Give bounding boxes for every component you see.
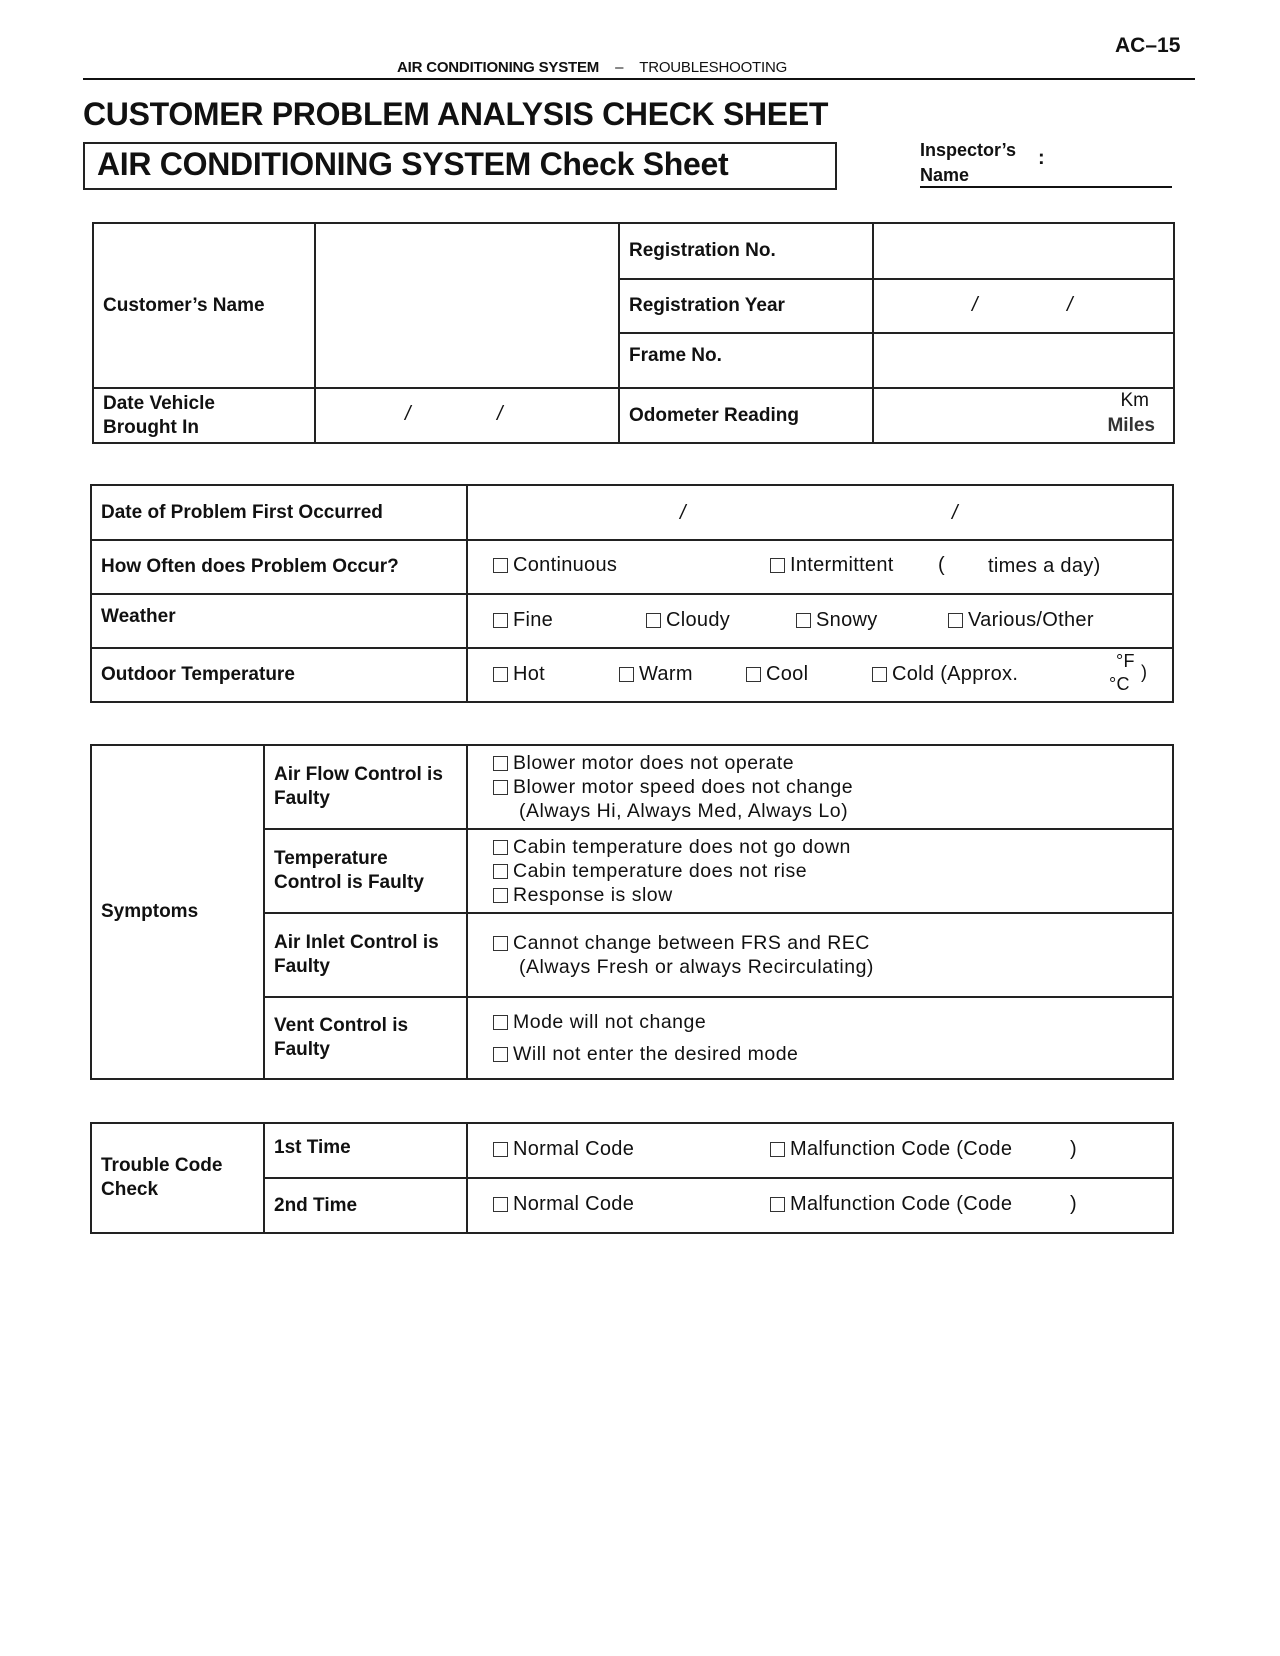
registration-no-field[interactable] (873, 223, 1174, 279)
checkbox-icon[interactable] (493, 1142, 508, 1157)
symptom-item[interactable]: Response is slow (493, 883, 1163, 907)
temperature-option-cool[interactable]: Cool (746, 663, 808, 686)
weather-option-cloudy[interactable]: Cloudy (646, 609, 730, 632)
checkbox-icon[interactable] (493, 864, 508, 879)
inspector-name-field[interactable] (1045, 140, 1174, 186)
section-title: AIR CONDITIONING SYSTEM (397, 59, 600, 76)
checkbox-icon[interactable] (493, 1197, 508, 1212)
temperature-label: Outdoor Temperature (91, 648, 467, 702)
checkbox-icon[interactable] (619, 667, 634, 682)
running-header (397, 59, 787, 76)
page-title: CUSTOMER PROBLEM ANALYSIS CHECK SHEET (83, 96, 829, 132)
inspector-label-line1: Inspector’s (920, 140, 1017, 160)
checkbox-icon[interactable] (493, 888, 508, 903)
frame-no-field[interactable] (873, 333, 1174, 388)
checkbox-icon[interactable] (493, 558, 508, 573)
check-sheet-title-box (83, 142, 837, 190)
trouble-code-label: Trouble Code Check (91, 1123, 264, 1233)
weather-option-fine[interactable]: Fine (493, 609, 553, 632)
symptom-group-label: Air Flow Control is Faulty (264, 745, 467, 829)
header-rule (83, 78, 1195, 80)
date-brought-in-label-line2: Brought In (103, 416, 200, 438)
inspector-colon: : (1038, 147, 1045, 169)
header-separator: – (615, 59, 624, 76)
date-separator: / (497, 403, 503, 425)
trouble-code-row-label: 2nd Time (264, 1178, 467, 1233)
checkbox-icon[interactable] (770, 1197, 785, 1212)
checkbox-icon[interactable] (770, 558, 785, 573)
customer-name-label: Customer’s Name (93, 223, 315, 388)
symptom-group-air-inlet (467, 913, 1173, 997)
date-first-occurred-label: Date of Problem First Occurred (91, 485, 467, 540)
checkbox-icon[interactable] (948, 613, 963, 628)
odometer-field[interactable] (873, 388, 1174, 443)
odometer-unit-miles[interactable]: Miles (1107, 415, 1155, 436)
registration-year-label: Registration Year (619, 279, 873, 333)
malfunction-code-option[interactable]: Malfunction Code (Code (770, 1193, 1012, 1216)
frequency-options (467, 540, 1173, 594)
date-brought-in-field[interactable] (315, 388, 619, 443)
trouble-code-row-1 (467, 1123, 1173, 1178)
trouble-code-table (90, 1122, 1174, 1234)
checkbox-icon[interactable] (493, 756, 508, 771)
symptom-item[interactable]: Cabin temperature does not rise (493, 859, 1163, 883)
symptom-group-label: Vent Control is Faulty (264, 997, 467, 1079)
inspector-name-label (920, 138, 1045, 188)
symptom-item[interactable]: Mode will not change (493, 1010, 1163, 1034)
symptom-group-label: Air Inlet Control is Faulty (264, 913, 467, 997)
inspector-label-line2: Name (920, 165, 970, 185)
temperature-unit-f[interactable]: °F (1116, 651, 1135, 671)
symptom-item[interactable]: Will not enter the desired mode (493, 1042, 1163, 1066)
checkbox-icon[interactable] (493, 936, 508, 951)
registration-no-label: Registration No. (619, 223, 873, 279)
registration-year-field[interactable] (873, 279, 1174, 333)
customer-name-field[interactable] (315, 223, 619, 388)
page-number: AC–15 (1115, 34, 1181, 57)
inspector-name-underline (920, 186, 1172, 188)
symptom-group-temperature (467, 829, 1173, 913)
subsection-title: TROUBLESHOOTING (639, 59, 788, 76)
temperature-option-warm[interactable]: Warm (619, 663, 693, 686)
symptoms-label: Symptoms (91, 745, 264, 1079)
date-brought-in-label-line1: Date Vehicle (103, 392, 215, 414)
frequency-intermittent-option[interactable]: Intermittent (770, 554, 894, 577)
checkbox-icon[interactable] (493, 667, 508, 682)
checkbox-icon[interactable] (646, 613, 661, 628)
temperature-option-cold[interactable]: Cold (Approx. (872, 663, 1018, 686)
date-separator: / (680, 502, 686, 524)
date-first-occurred-field[interactable] (467, 485, 1173, 540)
frame-no-label: Frame No. (619, 333, 873, 388)
times-a-day-label: times a day) (988, 555, 1101, 577)
checkbox-icon[interactable] (493, 1047, 508, 1062)
weather-option-snowy[interactable]: Snowy (796, 609, 878, 632)
weather-option-various[interactable]: Various/Other (948, 609, 1094, 632)
symptoms-table (90, 744, 1174, 1080)
frequency-label: How Often does Problem Occur? (91, 540, 467, 594)
trouble-code-row-label: 1st Time (264, 1123, 467, 1178)
checkbox-icon[interactable] (770, 1142, 785, 1157)
checkbox-icon[interactable] (493, 1015, 508, 1030)
checkbox-icon[interactable] (746, 667, 761, 682)
temperature-option-hot[interactable]: Hot (493, 663, 545, 686)
checkbox-icon[interactable] (493, 613, 508, 628)
normal-code-option[interactable]: Normal Code (493, 1193, 634, 1216)
symptom-group-label: Temperature Control is Faulty (264, 829, 467, 913)
checkbox-icon[interactable] (493, 840, 508, 855)
trouble-code-row-2 (467, 1178, 1173, 1233)
open-paren: ( (938, 554, 945, 576)
date-separator: / (952, 502, 958, 524)
frequency-continuous-option[interactable]: Continuous (493, 554, 617, 577)
close-paren: ) (1070, 1138, 1077, 1160)
check-sheet-title: AIR CONDITIONING SYSTEM Check Sheet (97, 146, 729, 182)
date-separator: / (972, 294, 978, 316)
close-paren: ) (1141, 662, 1148, 682)
temperature-unit-c[interactable]: °C (1109, 674, 1130, 694)
date-separator: / (405, 403, 411, 425)
date-separator: / (1067, 294, 1073, 316)
symptom-note: (Always Hi, Always Med, Always Lo) (519, 800, 849, 822)
symptom-group-airflow (467, 745, 1173, 829)
checkbox-icon[interactable] (493, 780, 508, 795)
checkbox-icon[interactable] (872, 667, 887, 682)
symptom-item[interactable]: Blower motor speed does not change (493, 775, 1163, 799)
normal-code-option[interactable]: Normal Code (493, 1138, 634, 1161)
symptom-item[interactable]: Cabin temperature does not go down (493, 835, 1163, 859)
date-brought-in-label (93, 388, 315, 443)
odometer-unit-km[interactable]: Km (1120, 390, 1149, 411)
vehicle-info-table (92, 222, 1175, 444)
temperature-options (467, 648, 1173, 702)
weather-label: Weather (91, 594, 467, 648)
symptom-note: (Always Fresh or always Recirculating) (519, 956, 874, 978)
symptom-group-vent (467, 997, 1173, 1079)
checkbox-icon[interactable] (796, 613, 811, 628)
symptom-item[interactable]: Blower motor does not operate (493, 751, 1163, 775)
odometer-label: Odometer Reading (619, 388, 873, 443)
weather-options (467, 594, 1173, 648)
problem-info-table (90, 484, 1174, 703)
close-paren: ) (1070, 1193, 1077, 1215)
malfunction-code-option[interactable]: Malfunction Code (Code (770, 1138, 1012, 1161)
symptom-item[interactable]: Cannot change between FRS and REC (493, 931, 1163, 955)
